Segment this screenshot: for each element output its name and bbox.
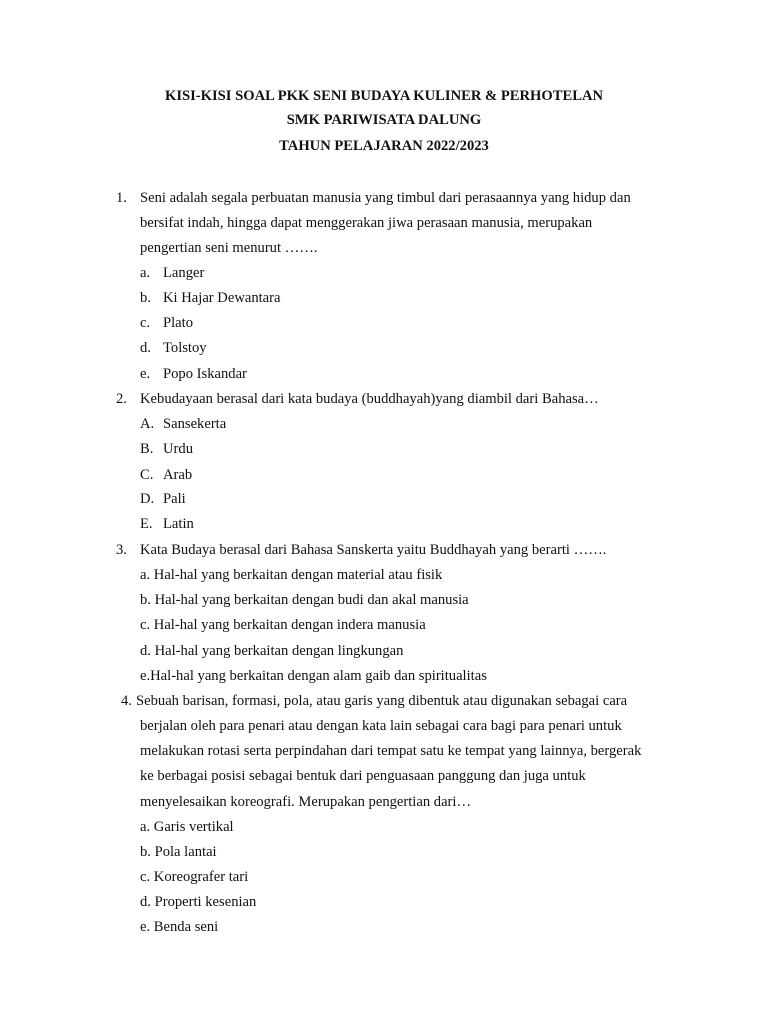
- option-text: Popo Iskandar: [163, 366, 247, 382]
- question-text: pengertian seni menurut …….: [140, 240, 318, 256]
- option-text: Langer: [163, 265, 205, 281]
- option-label: e.: [140, 366, 151, 382]
- document-title: KISI-KISI SOAL PKK SENI BUDAYA KULINER & PERHOTELAN: [164, 88, 604, 104]
- option-text: b. Pola lantai: [140, 844, 217, 860]
- option-label: b.: [140, 290, 151, 306]
- option-label: D.: [140, 491, 155, 507]
- question-text: melakukan rotasi serta perpindahan dari tempat satu ke tempat yang lainnya, bergerak: [140, 743, 642, 759]
- question-text: Seni adalah segala perbuatan manusia yang timbul dari perasaannya yang hidup dan: [140, 190, 631, 206]
- option-text: e.Hal-hal yang berkaitan dengan alam gaib dan spiritualitas: [140, 668, 487, 684]
- option-text: Pali: [163, 491, 186, 507]
- option-text: c. Hal-hal yang berkaitan dengan indera manusia: [140, 617, 426, 633]
- option-text: Arab: [163, 467, 193, 483]
- question-text: berjalan oleh para penari atau dengan kata lain sebagai cara bagi para penari untuk: [140, 718, 622, 734]
- option-label: d.: [140, 340, 151, 356]
- option-text: a. Garis vertikal: [140, 819, 234, 835]
- question-number: 2.: [116, 391, 127, 407]
- question-text: ke berbagai posisi sebagai bentuk dari penguasaan panggung dan juga untuk: [140, 768, 586, 784]
- option-label: a.: [140, 265, 151, 281]
- question-text: Kata Budaya berasal dari Bahasa Sanskerta yaitu Buddhayah yang berarti …….: [140, 542, 607, 558]
- option-text: d. Hal-hal yang berkaitan dengan lingkungan: [140, 643, 404, 659]
- option-text: Sansekerta: [163, 416, 227, 432]
- academic-year: TAHUN PELAJARAN 2022/2023: [279, 138, 489, 154]
- question-text: Sebuah barisan, formasi, pola, atau garis yang dibentuk atau digunakan sebagai cara: [136, 693, 628, 709]
- question-text: menyelesaikan koreografi. Merupakan pengertian dari…: [140, 794, 472, 810]
- school-name: SMK PARIWISATA DALUNG: [286, 112, 482, 128]
- option-text: Urdu: [163, 441, 193, 457]
- option-text: Tolstoy: [163, 340, 207, 356]
- option-text: e. Benda seni: [140, 919, 219, 935]
- option-text: a. Hal-hal yang berkaitan dengan material atau fisik: [140, 567, 443, 583]
- option-text: Plato: [163, 315, 193, 331]
- option-label: E.: [140, 516, 153, 532]
- option-label: B.: [140, 441, 154, 457]
- option-text: d. Properti kesenian: [140, 894, 257, 910]
- option-text: c. Koreografer tari: [140, 869, 249, 885]
- question-number: 3.: [116, 542, 127, 558]
- question-number: 4.: [121, 693, 132, 709]
- option-label: A.: [140, 416, 155, 432]
- question-text: Kebudayaan berasal dari kata budaya (buddhayah)yang diambil dari Bahasa…: [140, 391, 599, 407]
- option-text: Ki Hajar Dewantara: [163, 290, 281, 306]
- option-text: b. Hal-hal yang berkaitan dengan budi dan akal manusia: [140, 592, 469, 608]
- option-label: C.: [140, 467, 154, 483]
- question-text: bersifat indah, hingga dapat menggerakan jiwa perasaan manusia, merupakan: [140, 215, 593, 231]
- option-text: Latin: [163, 516, 194, 532]
- option-label: c.: [140, 315, 151, 331]
- question-number: 1.: [116, 190, 127, 206]
